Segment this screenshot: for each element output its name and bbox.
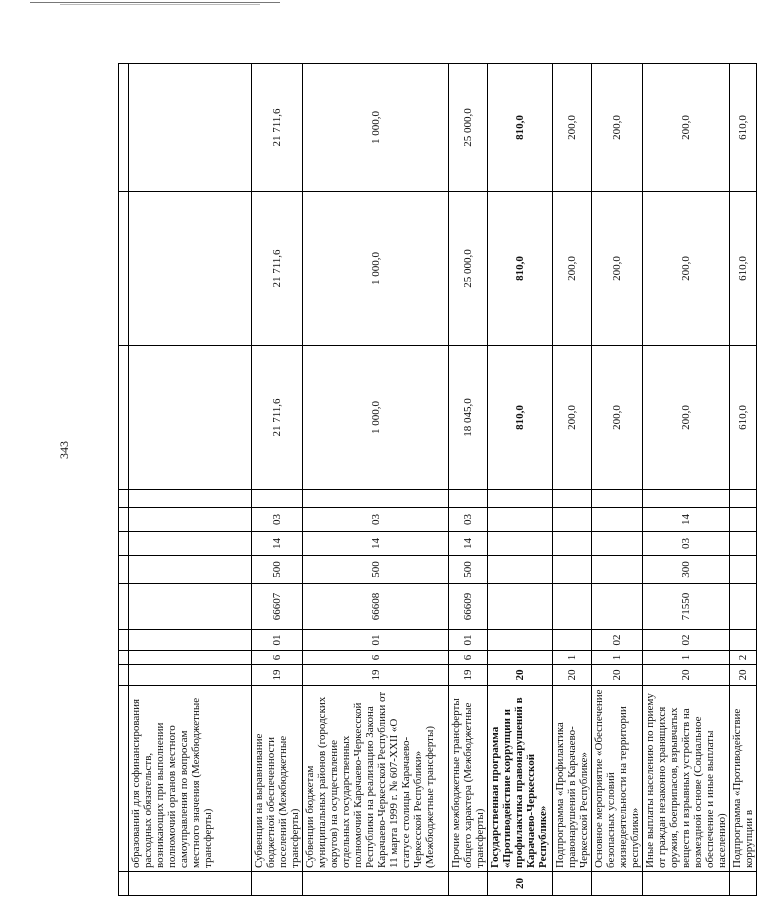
row-name: Государственная программа «Противодействие коррупции и профилактика правонарушений в Карачаево-Черкесской Республике» — [488, 686, 553, 872]
value-cell: 200,0 — [592, 192, 643, 346]
code-cell — [129, 490, 252, 508]
row-number — [449, 872, 488, 896]
code-cell: 03 — [643, 532, 730, 556]
code-cell: 19 — [449, 665, 488, 686]
code-cell — [730, 630, 757, 651]
row-name: Субвенции на выравнивание бюджетной обеспеченности поселений (Межбюджетные трансферты) — [252, 686, 303, 872]
code-cell: 66607 — [252, 584, 303, 630]
code-cell — [730, 490, 757, 508]
value-cell: 610,0 — [730, 346, 757, 490]
table-row — [303, 64, 449, 896]
value-cell: 810,0 — [488, 192, 553, 346]
code-cell — [592, 532, 643, 556]
table-row — [129, 64, 252, 896]
row-name: Подпрограмма «Противодействие коррупции в — [730, 686, 757, 872]
table-edge-row — [119, 64, 129, 896]
code-cell: 01 — [252, 630, 303, 651]
code-cell — [449, 490, 488, 508]
code-cell — [488, 630, 553, 651]
code-cell — [730, 556, 757, 584]
code-cell: 14 — [303, 532, 449, 556]
code-cell: 14 — [449, 532, 488, 556]
code-cell: 2 — [730, 651, 757, 665]
table-row-program — [488, 64, 553, 896]
row-number — [730, 872, 757, 896]
code-cell — [129, 665, 252, 686]
row-name: Субвенции бюджетам муниципальных районов (городских округов) на осуществление отдельных государственных полномочий Карачаево-Черкесской Республики на реализацию Закона Карачаево-Черкесской Республики от 11 марта 1999 г. № 607-XXII «О статусе столицы Карачаево-Черкесской Республики» (Межбюджетные трансферты) — [303, 686, 449, 872]
code-cell — [488, 556, 553, 584]
code-cell: 500 — [252, 556, 303, 584]
value-cell: 18 045,0 — [449, 346, 488, 490]
value-cell: 21 711,6 — [252, 346, 303, 490]
value-cell: 200,0 — [553, 346, 592, 490]
code-cell: 02 — [592, 630, 643, 651]
value-cell: 610,0 — [730, 64, 757, 192]
code-cell: 1 — [643, 651, 730, 665]
value-cell: 200,0 — [592, 64, 643, 192]
code-cell — [129, 630, 252, 651]
code-cell — [553, 556, 592, 584]
value-cell — [129, 192, 252, 346]
row-number — [129, 872, 252, 896]
code-cell — [488, 490, 553, 508]
row-number: 20 — [488, 872, 553, 896]
code-cell: 20 — [730, 665, 757, 686]
code-cell: 500 — [303, 556, 449, 584]
code-cell — [488, 584, 553, 630]
row-number — [592, 872, 643, 896]
code-cell — [488, 651, 553, 665]
code-cell — [553, 630, 592, 651]
value-cell: 200,0 — [643, 346, 730, 490]
code-cell: 66609 — [449, 584, 488, 630]
row-name: Прочие межбюджетные трансферты общего характера (Межбюджетные трансферты) — [449, 686, 488, 872]
code-cell: 03 — [252, 508, 303, 532]
code-cell: 03 — [449, 508, 488, 532]
code-cell: 20 — [592, 665, 643, 686]
code-cell: 300 — [643, 556, 730, 584]
value-cell: 810,0 — [488, 346, 553, 490]
code-cell — [129, 508, 252, 532]
code-cell: 02 — [643, 630, 730, 651]
value-cell: 1 000,0 — [303, 192, 449, 346]
row-name: Подпрограмма «Профилактика правонарушений в Карачаево-Черкесской Республике» — [553, 686, 592, 872]
value-cell: 1 000,0 — [303, 346, 449, 490]
code-cell — [129, 651, 252, 665]
table-row — [592, 64, 643, 896]
table-row — [643, 64, 730, 896]
row-number — [643, 872, 730, 896]
budget-table — [118, 63, 757, 896]
code-cell: 500 — [449, 556, 488, 584]
code-cell: 20 — [553, 665, 592, 686]
code-cell: 66608 — [303, 584, 449, 630]
code-cell: 03 — [303, 508, 449, 532]
code-cell — [730, 508, 757, 532]
table-row — [252, 64, 303, 896]
code-cell — [592, 584, 643, 630]
code-cell — [730, 532, 757, 556]
value-cell: 810,0 — [488, 64, 553, 192]
code-cell: 20 — [643, 665, 730, 686]
row-number — [553, 872, 592, 896]
value-cell: 21 711,6 — [252, 64, 303, 192]
code-cell — [303, 490, 449, 508]
value-cell: 200,0 — [643, 64, 730, 192]
top-rule-secondary — [60, 4, 260, 5]
code-cell — [553, 508, 592, 532]
code-cell: 6 — [449, 651, 488, 665]
code-cell: 71550 — [643, 584, 730, 630]
value-cell — [129, 346, 252, 490]
code-cell — [553, 490, 592, 508]
code-cell: 01 — [303, 630, 449, 651]
value-cell: 610,0 — [730, 192, 757, 346]
code-cell: 6 — [303, 651, 449, 665]
row-name: Иные выплаты населению по приему от граждан незаконно хранящихся оружия, боеприпасов, взрывчатых веществ и взрывных устройств на возмездной основе (Социальное обеспечение и иные выплаты населению) — [643, 686, 730, 872]
code-cell — [592, 508, 643, 532]
row-number — [303, 872, 449, 896]
value-cell: 200,0 — [553, 64, 592, 192]
code-cell: 1 — [553, 651, 592, 665]
code-cell: 01 — [449, 630, 488, 651]
code-cell — [592, 556, 643, 584]
table-row-partial — [730, 64, 757, 896]
code-cell — [488, 508, 553, 532]
row-name: образований для софинансирования расходных обязательств, возникающих при выполнении полномочий органов местного самоуправления по вопросам местного значения (Межбюджетные трансферты) — [129, 686, 252, 872]
code-cell: 19 — [252, 665, 303, 686]
value-cell: 1 000,0 — [303, 64, 449, 192]
value-cell: 200,0 — [643, 192, 730, 346]
code-cell — [252, 490, 303, 508]
code-cell: 14 — [643, 508, 730, 532]
code-cell: 1 — [592, 651, 643, 665]
code-cell — [129, 584, 252, 630]
row-name: Основное мероприятие «Обеспечение безопасных условий жизнедеятельности на территории республики» — [592, 686, 643, 872]
value-cell: 200,0 — [553, 192, 592, 346]
top-rule — [30, 2, 280, 3]
table-row — [449, 64, 488, 896]
code-cell — [592, 490, 643, 508]
code-cell — [730, 584, 757, 630]
code-cell — [488, 532, 553, 556]
value-cell: 25 000,0 — [449, 64, 488, 192]
code-cell — [129, 532, 252, 556]
value-cell: 25 000,0 — [449, 192, 488, 346]
value-cell — [129, 64, 252, 192]
code-cell — [643, 490, 730, 508]
code-cell: 14 — [252, 532, 303, 556]
code-cell — [129, 556, 252, 584]
page-number: 343 — [57, 441, 71, 459]
table-row — [553, 64, 592, 896]
code-cell: 20 — [488, 665, 553, 686]
code-cell: 19 — [303, 665, 449, 686]
row-number — [252, 872, 303, 896]
code-cell: 6 — [252, 651, 303, 665]
value-cell: 200,0 — [592, 346, 643, 490]
code-cell — [553, 532, 592, 556]
rotated-table-wrapper — [118, 64, 755, 896]
code-cell — [553, 584, 592, 630]
value-cell: 21 711,6 — [252, 192, 303, 346]
